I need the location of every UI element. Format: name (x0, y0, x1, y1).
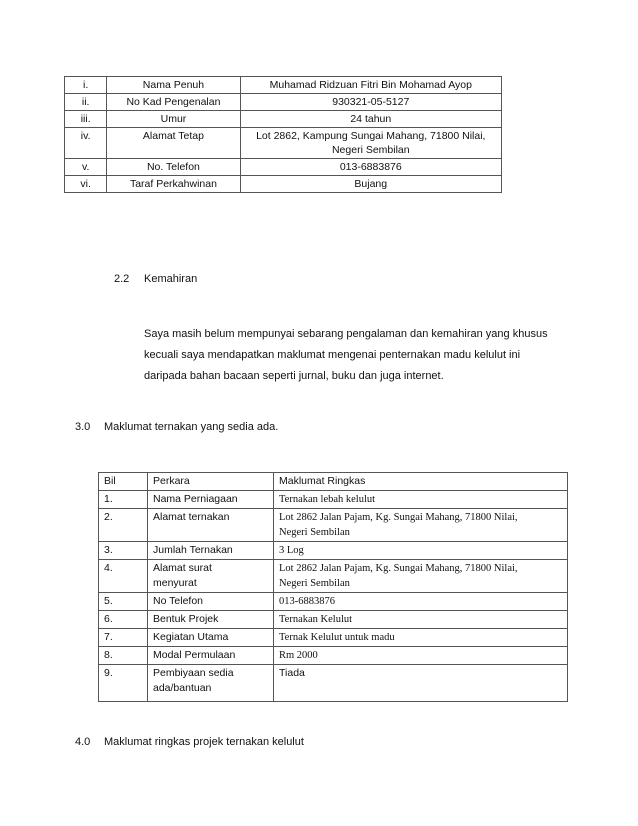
item-value: 3 Log (274, 542, 568, 560)
row-number: ii. (65, 94, 107, 111)
column-header: Bil (99, 473, 148, 491)
row-number: iii. (65, 111, 107, 128)
item-label: Jumlah Ternakan (148, 542, 274, 560)
section-title: Maklumat ternakan yang sedia ada. (104, 421, 279, 433)
row-number: v. (65, 159, 107, 176)
row-number: 6. (99, 611, 148, 629)
row-number: vi. (65, 176, 107, 193)
item-label: Alamat ternakan (148, 509, 274, 542)
field-label: No Kad Pengenalan (107, 94, 240, 111)
paragraph-line: daripada bahan bacaan seperti jurnal, buku dan juga internet. (144, 370, 444, 382)
item-value: 013-6883876 (274, 593, 568, 611)
field-value: Muhamad Ridzuan Fitri Bin Mohamad Ayop (240, 77, 501, 94)
item-value-line: Negeri Sembilan (279, 527, 350, 538)
field-label: Umur (107, 111, 240, 128)
column-header: Maklumat Ringkas (274, 473, 568, 491)
item-value (274, 509, 568, 542)
item-label: No Telefon (148, 593, 274, 611)
field-value-line: Lot 2862, Kampung Sungai Mahang, 71800 Nilai, (256, 130, 486, 142)
table-row (99, 542, 568, 560)
field-label: Alamat Tetap (107, 128, 240, 159)
item-label: Modal Permulaan (148, 647, 274, 665)
item-value: Tiada (274, 665, 568, 702)
field-value: 013-6883876 (240, 159, 501, 176)
table-row (99, 611, 568, 629)
item-label (148, 560, 274, 593)
item-label: Nama Perniagaan (148, 491, 274, 509)
row-number: 8. (99, 647, 148, 665)
row-number: 4. (99, 560, 148, 593)
field-value-line: Negeri Sembilan (331, 144, 410, 156)
table-row (65, 77, 502, 94)
item-label-line: ada/bantuan (153, 682, 212, 694)
row-number: 9. (99, 665, 148, 702)
item-label-line: Alamat surat (153, 562, 212, 574)
item-label: Kegiatan Utama (148, 629, 274, 647)
row-number: 7. (99, 629, 148, 647)
table-row (99, 560, 568, 593)
item-value (274, 560, 568, 593)
field-value: Bujang (240, 176, 501, 193)
item-value-line: Lot 2862 Jalan Pajam, Kg. Sungai Mahang, 71800 Nilai, (279, 563, 518, 574)
item-label (148, 665, 274, 702)
paragraph-line: kecuali saya mendapatkan maklumat mengenai penternakan madu kelulut ini (144, 349, 521, 361)
item-value: Ternak Kelulut untuk madu (274, 629, 568, 647)
paragraph-line: Saya masih belum mempunyai sebarang pengalaman dan kemahiran yang khusus (144, 328, 548, 340)
section-number: 4.0 (75, 736, 91, 748)
row-number: 2. (99, 509, 148, 542)
table-row (99, 629, 568, 647)
item-value-line: Lot 2862 Jalan Pajam, Kg. Sungai Mahang, 71800 Nilai, (279, 512, 518, 523)
item-label-line: menyurat (153, 577, 197, 589)
row-number: 3. (99, 542, 148, 560)
section-title: Maklumat ringkas projek ternakan kelulut (104, 736, 304, 748)
item-label: Bentuk Projek (148, 611, 274, 629)
table-row (99, 491, 568, 509)
item-value: Ternakan lebah kelulut (274, 491, 568, 509)
table-row (65, 176, 502, 193)
section-title: Kemahiran (144, 273, 198, 285)
item-value: Ternakan Kelulut (274, 611, 568, 629)
row-number: iv. (65, 128, 107, 159)
skills-paragraph (144, 324, 584, 387)
table-header-row (99, 473, 568, 491)
personal-details-table (64, 76, 502, 193)
table-row (99, 593, 568, 611)
table-row (99, 647, 568, 665)
table-row (99, 665, 568, 702)
item-value: Rm 2000 (274, 647, 568, 665)
livestock-info-table (98, 472, 568, 702)
row-number: 5. (99, 593, 148, 611)
field-label: No. Telefon (107, 159, 240, 176)
item-value-line: Negeri Sembilan (279, 578, 350, 589)
section-number: 2.2 (114, 273, 130, 285)
field-label: Taraf Perkahwinan (107, 176, 240, 193)
section-number: 3.0 (75, 421, 91, 433)
row-number: 1. (99, 491, 148, 509)
column-header: Perkara (148, 473, 274, 491)
table-row (65, 111, 502, 128)
table-row (99, 509, 568, 542)
field-value: 930321-05-5127 (240, 94, 501, 111)
table-row (65, 128, 502, 159)
row-number: i. (65, 77, 107, 94)
field-value: 24 tahun (240, 111, 501, 128)
field-value (240, 128, 501, 159)
field-label: Nama Penuh (107, 77, 240, 94)
item-label-line: Pembiyaan sedia (153, 667, 234, 679)
table-row (65, 159, 502, 176)
table-row (65, 94, 502, 111)
